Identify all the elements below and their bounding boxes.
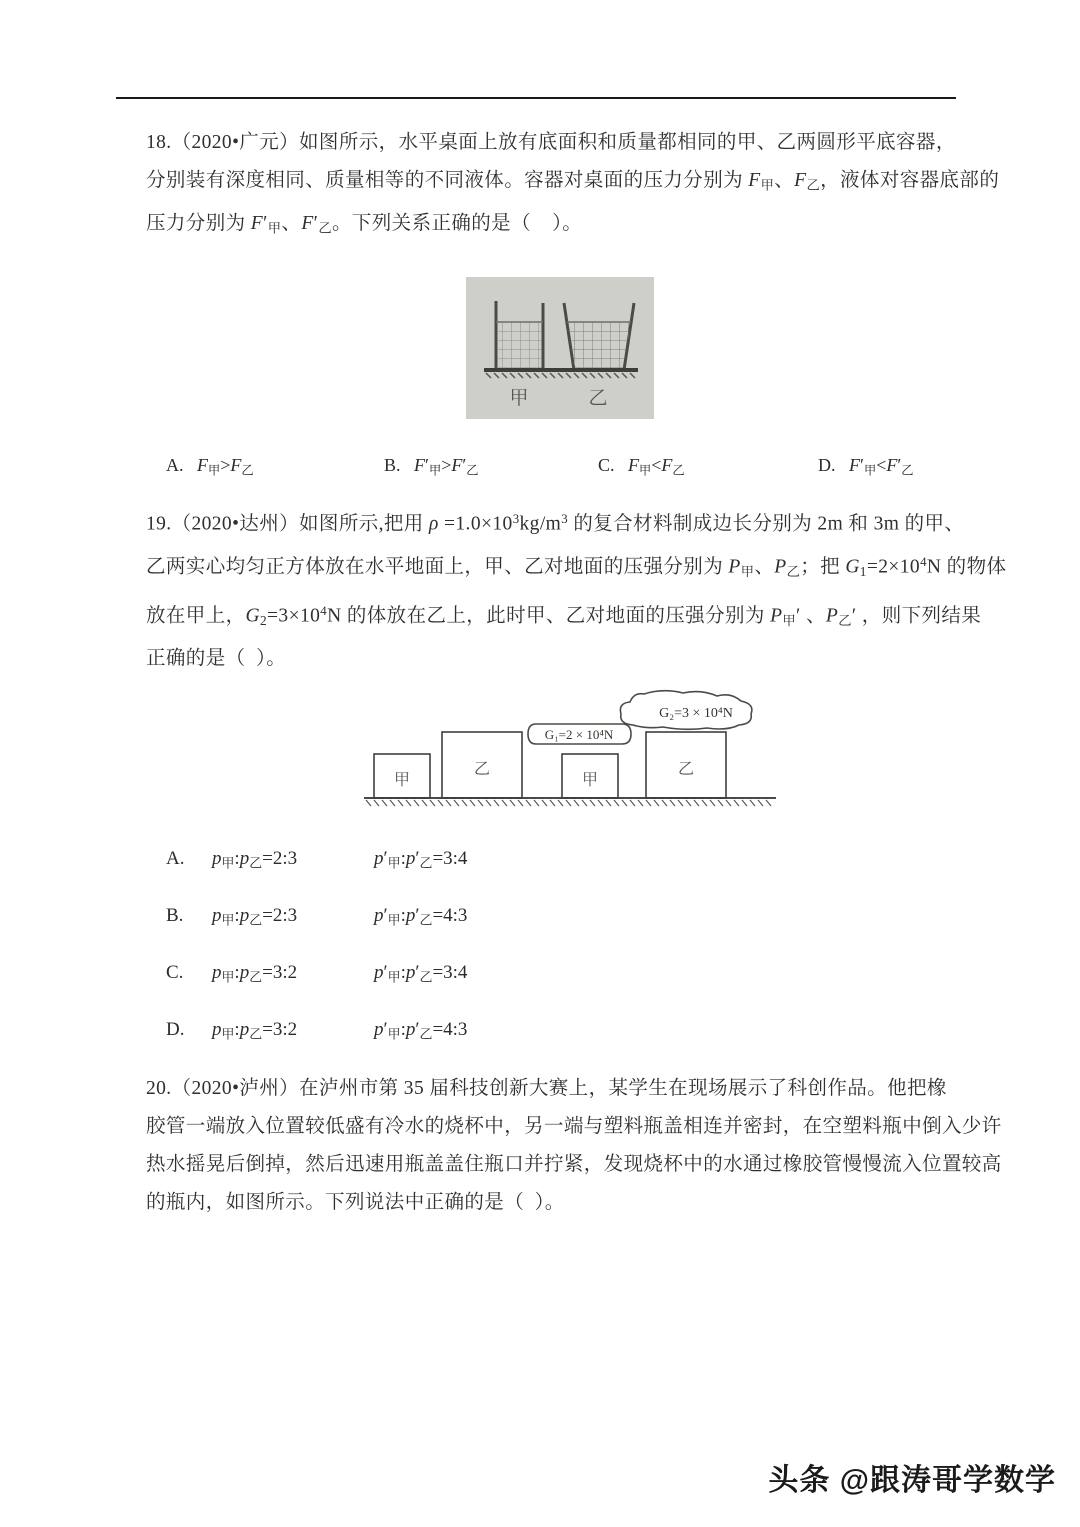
- g1-callout-text: G₁=2 × 10⁴N: [544, 727, 614, 742]
- q19-figure: [360, 678, 780, 820]
- q20-line-2: 胶管一端放入位置较低盛有冷水的烧杯中，另一端与塑料瓶盖相连并密封，在空塑料瓶中倒入少许: [146, 1116, 1002, 1137]
- svg-text:甲: 甲: [581, 772, 599, 789]
- q20-prefix: 20.（2020•泸州）: [146, 1078, 300, 1099]
- q19-line-2: 乙两实心均匀正方体放在水平地面上，甲、乙对地面的压强分别为 $P_甲$、$P_乙$；把 $G_1=2\times 10^4N$ 的物体: [146, 555, 1007, 580]
- q18-option-c[interactable]: C. $F_甲<F_乙$: [598, 455, 685, 478]
- q19-option-d-expr2: $p'_甲:p'_乙=4:3$: [374, 1019, 468, 1042]
- q19-option-a-expr1: $p_甲:p_乙=2:3$: [212, 848, 298, 871]
- q19-option-a-label: A.: [166, 848, 185, 869]
- q19-option-c-expr1: $p_甲:p_乙=3:2$: [212, 962, 298, 985]
- svg-text:甲: 甲: [393, 772, 411, 789]
- svg-text:甲: 甲: [509, 388, 529, 409]
- header-rule: [116, 97, 956, 99]
- q18-option-d-label: D.: [818, 455, 836, 475]
- q18-option-b[interactable]: B. $F'_甲>F'_乙$: [384, 455, 479, 478]
- watermark: 头条 @跟涛哥学数学: [768, 1464, 1056, 1497]
- q18-line-3: 压力分别为 $F'_甲$、$F'_乙$。下列关系正确的是（ ）。: [146, 212, 583, 236]
- svg-text:乙: 乙: [677, 761, 695, 778]
- q19-option-d-expr1: $p_甲:p_乙=3:2$: [212, 1019, 298, 1042]
- q19-line-4: 正确的是（ ）。: [146, 647, 287, 669]
- q19-option-d[interactable]: [166, 1019, 786, 1076]
- q20-line-4: 的瓶内，如图所示。下列说法中正确的是（ ）。: [146, 1192, 565, 1213]
- q19-option-c-expr2: $p'_甲:p'_乙=3:4$: [374, 962, 468, 985]
- q19-option-b-expr2: $p'_甲:p'_乙=4:3$: [374, 905, 468, 928]
- q19-option-c[interactable]: [166, 962, 786, 1019]
- q19-option-b[interactable]: [166, 905, 786, 962]
- question-20-text: [146, 1070, 1002, 1222]
- q20-line-1: 20.（2020•泸州）在泸州市第 35 届科技创新大赛上，某学生在现场展示了科创作品。他把橡: [146, 1078, 947, 1099]
- svg-text:乙: 乙: [588, 388, 608, 409]
- q18-option-b-label: B.: [384, 455, 401, 475]
- q19-option-a[interactable]: [166, 848, 786, 905]
- q18-body-1: 如图所示，水平桌面上放有底面积和质量都相同的甲、乙两圆形平底容器，: [299, 132, 956, 153]
- four-cubes-drawing: [360, 678, 780, 820]
- g2-callout-text: G₂=3 × 10⁴N: [659, 706, 733, 721]
- svg-text:乙: 乙: [473, 761, 491, 778]
- q18-line-2: 分别装有深度相同、质量相等的不同液体。容器对桌面的压力分别为 $F_甲$、$F_乙$，液体对容器底部的: [146, 170, 1000, 193]
- q18-prefix: 18.（2020•广元）: [146, 132, 300, 153]
- q18-figure: [466, 277, 654, 419]
- q19-prefix: 19.（2020•达州）: [146, 513, 300, 535]
- q18-option-c-label: C.: [598, 455, 615, 475]
- q19-option-c-label: C.: [166, 962, 184, 983]
- q20-line-3: 热水摇晃后倒掉，然后迅速用瓶盖盖住瓶口并拧紧，发现烧杯中的水通过橡胶管慢慢流入位置较高: [146, 1154, 1002, 1175]
- question-18-text: [146, 124, 1000, 247]
- q19-options: [166, 848, 786, 1076]
- q19-option-d-label: D.: [166, 1019, 185, 1040]
- q18-option-a[interactable]: A. $F_甲>F_乙$: [166, 455, 254, 478]
- q19-line-1: 19.（2020•达州）如图所示,把用 $\rho =1.0\times 10^3kg/m^3$ 的复合材料制成边长分别为 2m 和 3m 的甲、: [146, 512, 965, 535]
- q19-option-a-expr2: $p'_甲:p'_乙=3:4$: [374, 848, 468, 871]
- question-19-text: [146, 500, 1007, 678]
- q18-option-d[interactable]: D. $F'_甲<F'_乙$: [818, 455, 914, 478]
- q18-option-a-label: A.: [166, 455, 184, 475]
- q18-line-1: [146, 124, 958, 162]
- q19-option-b-expr1: $p_甲:p_乙=2:3$: [212, 905, 298, 928]
- q19-option-b-label: B.: [166, 905, 184, 926]
- two-containers-drawing: [466, 277, 654, 419]
- q19-line-3: 放在甲上，$G_2=3\times 10^4N$ 的体放在乙上，此时甲、乙对地面的压强分别为 $P_甲'$ 、$P_乙'$ ，则下列结果: [146, 603, 982, 628]
